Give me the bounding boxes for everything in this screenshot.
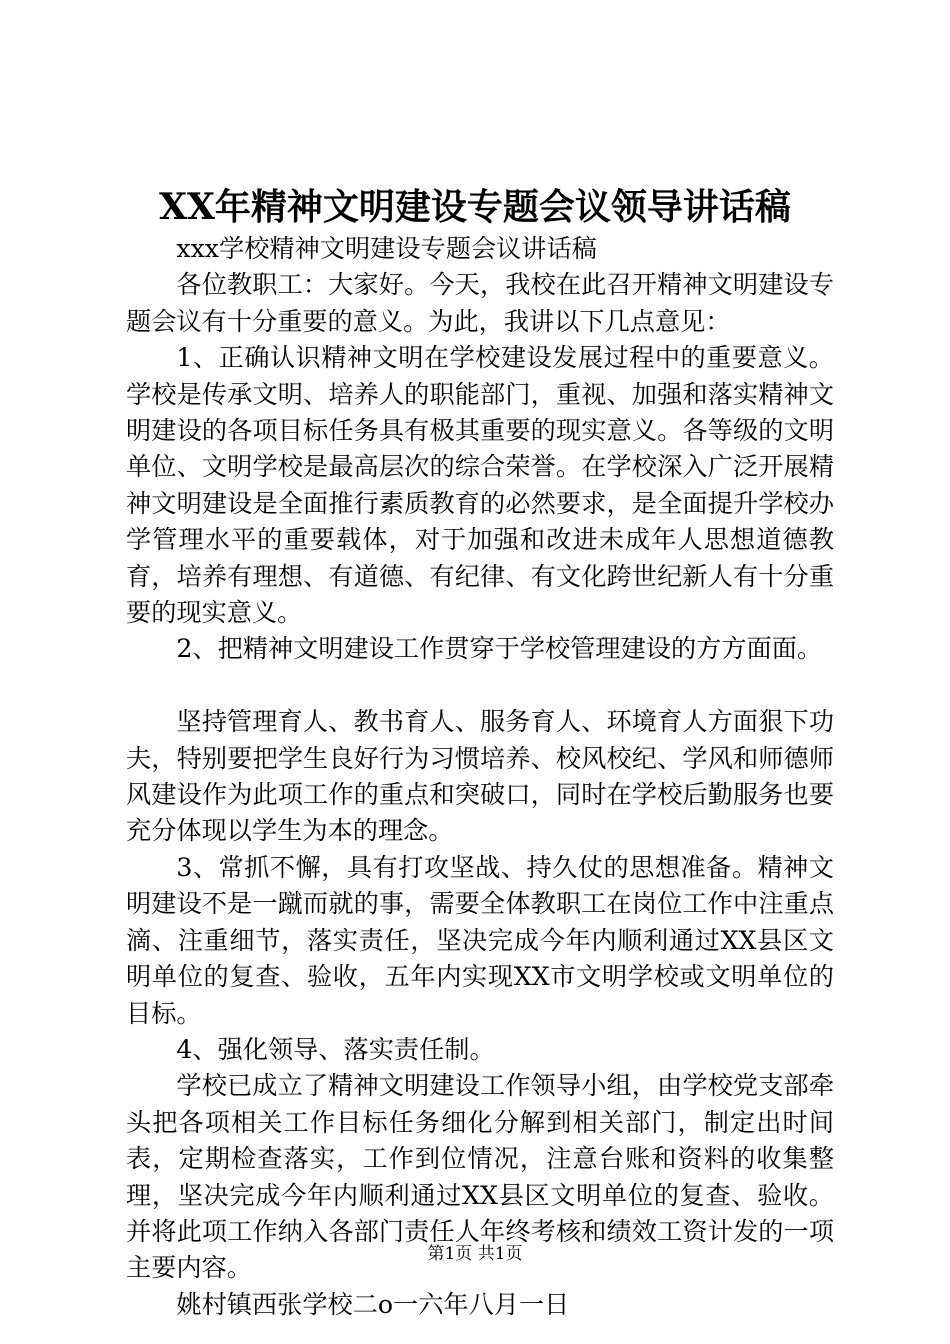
document-body xyxy=(126,231,834,1323)
point-2-paragraph: 坚持管理育人、教书育人、服务育人、环境育人方面狠下功夫，特别要把学生良好行为习惯培养、校风校纪、学风和师德师风建设作为此项工作的重点和突破口，同时在学校后勤服务也要充分体现以学生为本的理念。 xyxy=(126,707,834,846)
point-3-paragraph: 3、常抓不懈，具有打攻坚战、持久仗的思想准备。精神文明建设不是一蹴而就的事，需要全体教职工在岗位工作中注重点滴、注重细节，落实责任，坚决完成今年内顺利通过XX县区文明单位的复查、验收，五年内实现XX市文明学校或文明单位的目标。 xyxy=(126,852,834,1028)
signature-date: 姚村镇西张学校二o一六年八月一日 xyxy=(176,1289,570,1319)
point-1-paragraph: 1、正确认识精神文明在学校建设发展过程中的重要意义。学校是传承文明、培养人的职能部门，重视、加强和落实精神文明建设的各项目标任务具有极其重要的现实意义。各等级的文明单位、文明学校是最高层次的综合荣誉。在学校深入广泛开展精神文明建设是全面推行素质教育的必然要求，是全面提升学校办学管理水平的重要载体，对于加强和改进未成年人思想道德教育，培养有理想、有道德、有纪律、有文化跨世纪新人有十分重要的现实意义。 xyxy=(126,343,834,628)
greeting-paragraph: 各位教职工：大家好。今天，我校在此召开精神文明建设专题会议有十分重要的意义。为此，我讲以下几点意见： xyxy=(126,270,834,336)
point-2-heading: 2、把精神文明建设工作贯穿于学校管理建设的方方面面。 xyxy=(176,634,823,664)
point-4-heading: 4、强化领导、落实责任制。 xyxy=(176,1034,495,1064)
subtitle-paragraph: xxx学校精神文明建设专题会议讲话稿 xyxy=(176,234,597,263)
document-title: XX年精神文明建设专题会议领导讲话稿 xyxy=(159,186,791,228)
page-number: 第1页 共1页 xyxy=(427,1244,523,1264)
point-4-paragraph: 学校已成立了精神文明建设工作领导小组，由学校党支部牵头把各项相关工作目标任务细化分解到相关部门，制定出时间表，定期检查落实，工作到位情况，注意台账和资料的收集整理，坚决完成今年内顺利通过XX县区文明单位的复查、验收。并将此项工作纳入各部门责任人年终考核和绩效工资计发的一项主要内容。 xyxy=(126,1071,834,1283)
